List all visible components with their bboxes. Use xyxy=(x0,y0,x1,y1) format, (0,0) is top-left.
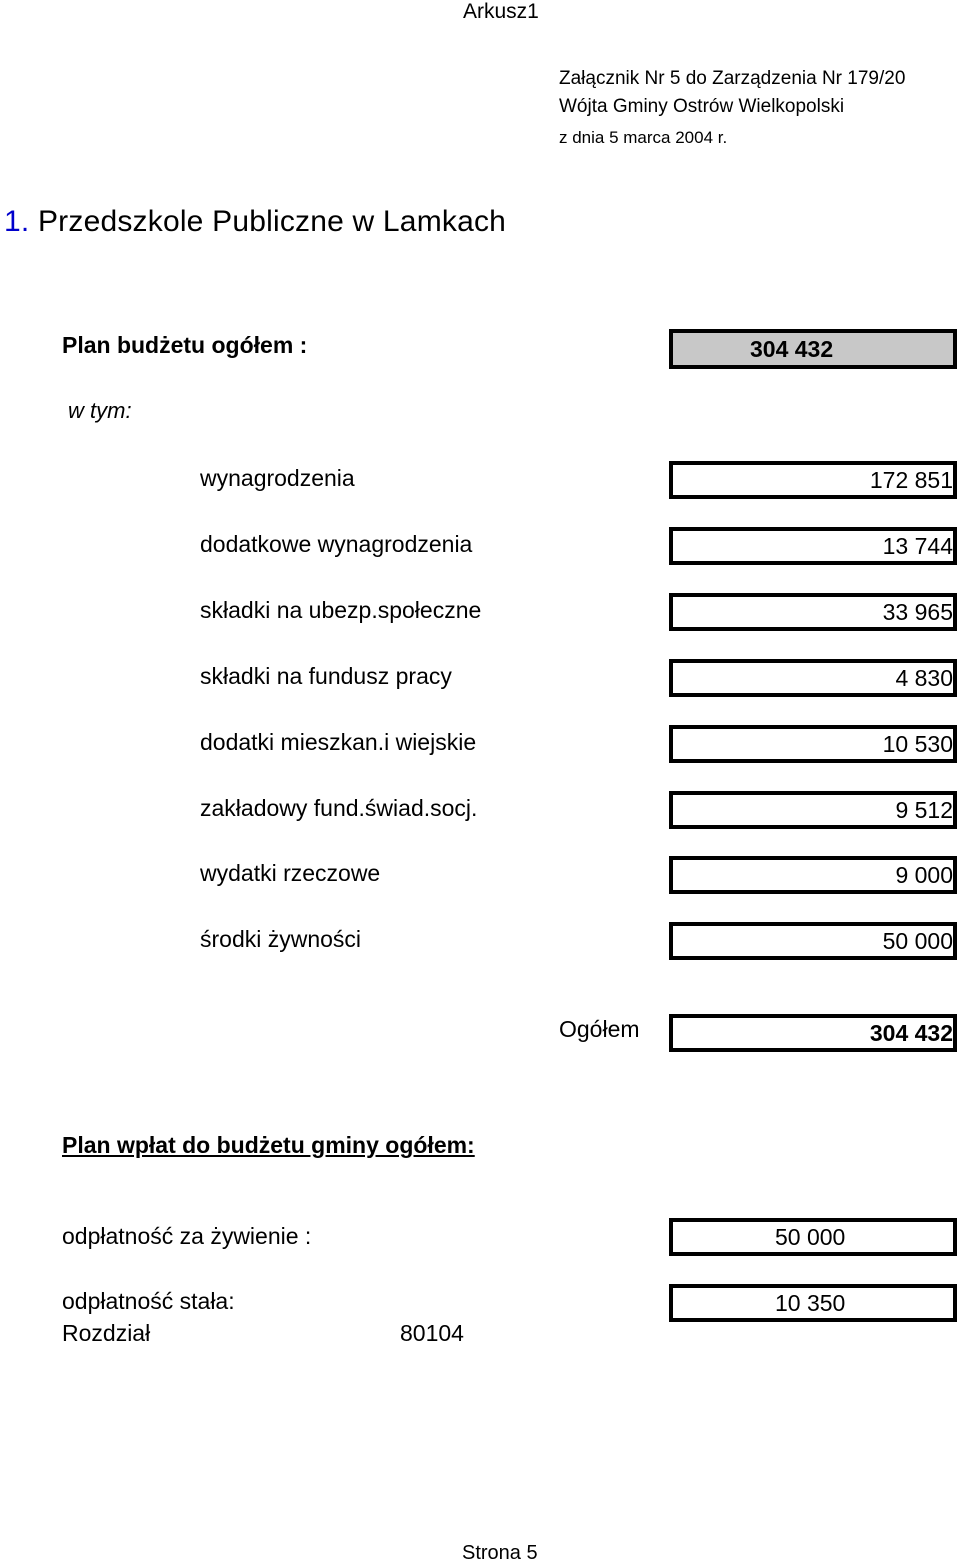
page-title xyxy=(4,205,506,239)
budget-item-value: 33 965 xyxy=(882,599,953,625)
payment-item-cell xyxy=(669,1284,957,1322)
section-label: Rozdział xyxy=(62,1320,151,1346)
budget-item-cell xyxy=(669,922,957,960)
sheet-name: Arkusz1 xyxy=(463,0,539,23)
budget-item-label: środki żywności xyxy=(200,926,362,952)
budget-item-cell xyxy=(669,593,957,631)
budget-item-value: 50 000 xyxy=(882,928,953,954)
payment-item-value: 50 000 xyxy=(775,1224,846,1250)
budget-item-value: 10 530 xyxy=(882,731,953,757)
attachment-line-3: z dnia 5 marca 2004 r. xyxy=(559,128,728,147)
budget-label: Plan budżetu ogółem : xyxy=(62,332,308,358)
payment-item-cell xyxy=(669,1218,957,1256)
section-value: 80104 xyxy=(400,1320,464,1346)
budget-item-value: 13 744 xyxy=(882,533,953,559)
budget-item-cell xyxy=(669,659,957,697)
payment-item-label: odpłatność stała: xyxy=(62,1288,235,1314)
budget-item-cell xyxy=(669,856,957,894)
payment-item-label: odpłatność za żywienie : xyxy=(62,1223,312,1249)
budget-item-value: 9 000 xyxy=(895,862,953,888)
budget-total-value: 304 432 xyxy=(750,336,834,362)
page-footer: Strona 5 xyxy=(462,1542,538,1564)
budget-item-cell xyxy=(669,461,957,499)
budget-item-label: wydatki rzeczowe xyxy=(200,860,381,886)
payment-item-value: 10 350 xyxy=(775,1290,846,1316)
budget-item-label: składki na ubezp.społeczne xyxy=(200,597,482,623)
budget-item-cell xyxy=(669,725,957,763)
budget-item-label: składki na fundusz pracy xyxy=(200,663,452,689)
budget-item-label: dodatki mieszkan.i wiejskie xyxy=(200,729,477,755)
budget-item-cell xyxy=(669,791,957,829)
sum-cell xyxy=(669,1014,957,1052)
sum-label: Ogółem xyxy=(559,1016,640,1042)
budget-total-cell xyxy=(669,329,957,369)
attachment-line-1: Załącznik Nr 5 do Zarządzenia Nr 179/20 xyxy=(559,68,906,89)
attachment-line-2: Wójta Gminy Ostrów Wielkopolski xyxy=(559,96,845,117)
budget-item-cell xyxy=(669,527,957,565)
payments-label: Plan wpłat do budżetu gminy ogółem: xyxy=(62,1132,475,1158)
budget-item-value: 9 512 xyxy=(895,797,953,823)
budget-subheading: w tym: xyxy=(68,398,132,423)
budget-item-label: dodatkowe wynagrodzenia xyxy=(200,531,473,557)
budget-item-value: 4 830 xyxy=(895,665,953,691)
heading-number: 1. xyxy=(4,205,30,238)
heading-title: Przedszkole Publiczne w Lamkach xyxy=(37,205,507,238)
sum-value: 304 432 xyxy=(869,1020,953,1046)
budget-item-value: 172 851 xyxy=(869,467,953,493)
budget-item-label: wynagrodzenia xyxy=(200,465,355,491)
budget-item-label: zakładowy fund.świad.socj. xyxy=(200,795,478,821)
